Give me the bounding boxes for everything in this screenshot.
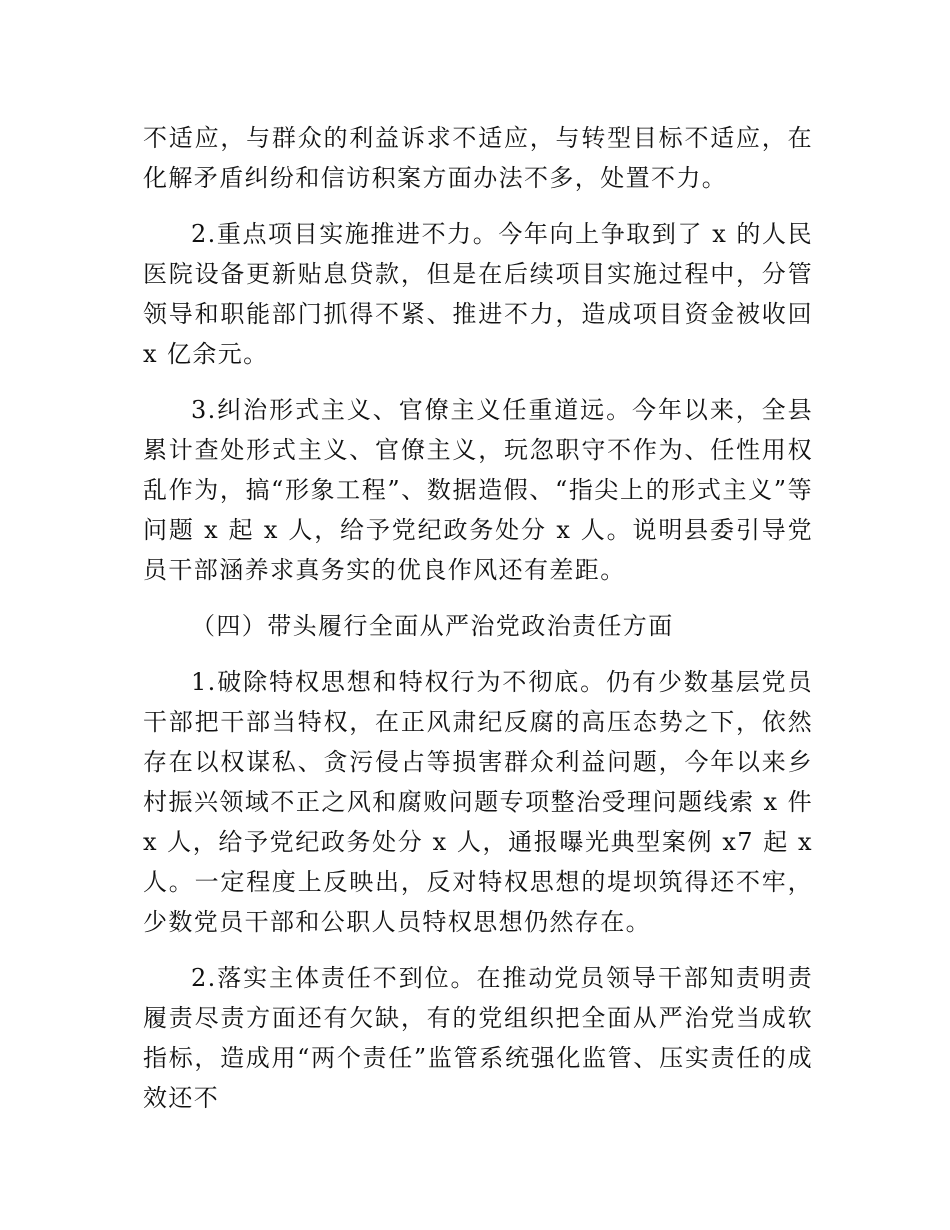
paragraph-item-2-main-responsibility: 2.落实主体责任不到位。在推动党员领导干部知责明责履责尽责方面还有欠缺，有的党组织把全面从严治党当成软指标，造成用“两个责任”监管系统强化监管、压实责任的成效还不 [143,964,813,1112]
paragraph-item-3-formalism: 3.纠治形式主义、官僚主义任重道远。今年以来，全县累计查处形式主义、官僚主义，玩忽职守不作为、任性用权乱作为，搞“形象工程”、数据造假、“指尖上的形式主义”等问题 x 起 x 人，给予党纪政务处分 x 人。说明县委引导党员干部涵养求真务实的优良作风还有差距。 [143,396,813,584]
section-heading-four: （四）带头履行全面从严治党政治责任方面 [191,612,674,640]
paragraph-continuation: 不适应，与群众的利益诉求不适应，与转型目标不适应，在化解矛盾纠纷和信访积案方面办法不多，处置不力。 [143,124,813,192]
paragraph-item-1-privilege: 1.破除特权思想和特权行为不彻底。仍有少数基层党员干部把干部当特权，在正风肃纪反腐的高压态势之下，依然存在以权谋私、贪污侵占等损害群众利益问题，今年以来乡村振兴领域不正之风和腐败问题专项整治受理问题线索 x 件 x 人，给予党纪政务处分 x 人，通报曝光典型案例 x7 起 x 人。一定程度上反映出，反对特权思想的堤坝筑得还不牢，少数党员干部和公职人员特权思想仍然存在。 [143,668,813,936]
paragraph-item-2-key-projects: 2.重点项目实施推进不力。今年向上争取到了 x 的人民医院设备更新贴息贷款，但是在后续项目实施过程中，分管领导和职能部门抓得不紧、推进不力，造成项目资金被收回 x 亿余元。 [143,220,813,368]
document-body [143,118,813,1134]
